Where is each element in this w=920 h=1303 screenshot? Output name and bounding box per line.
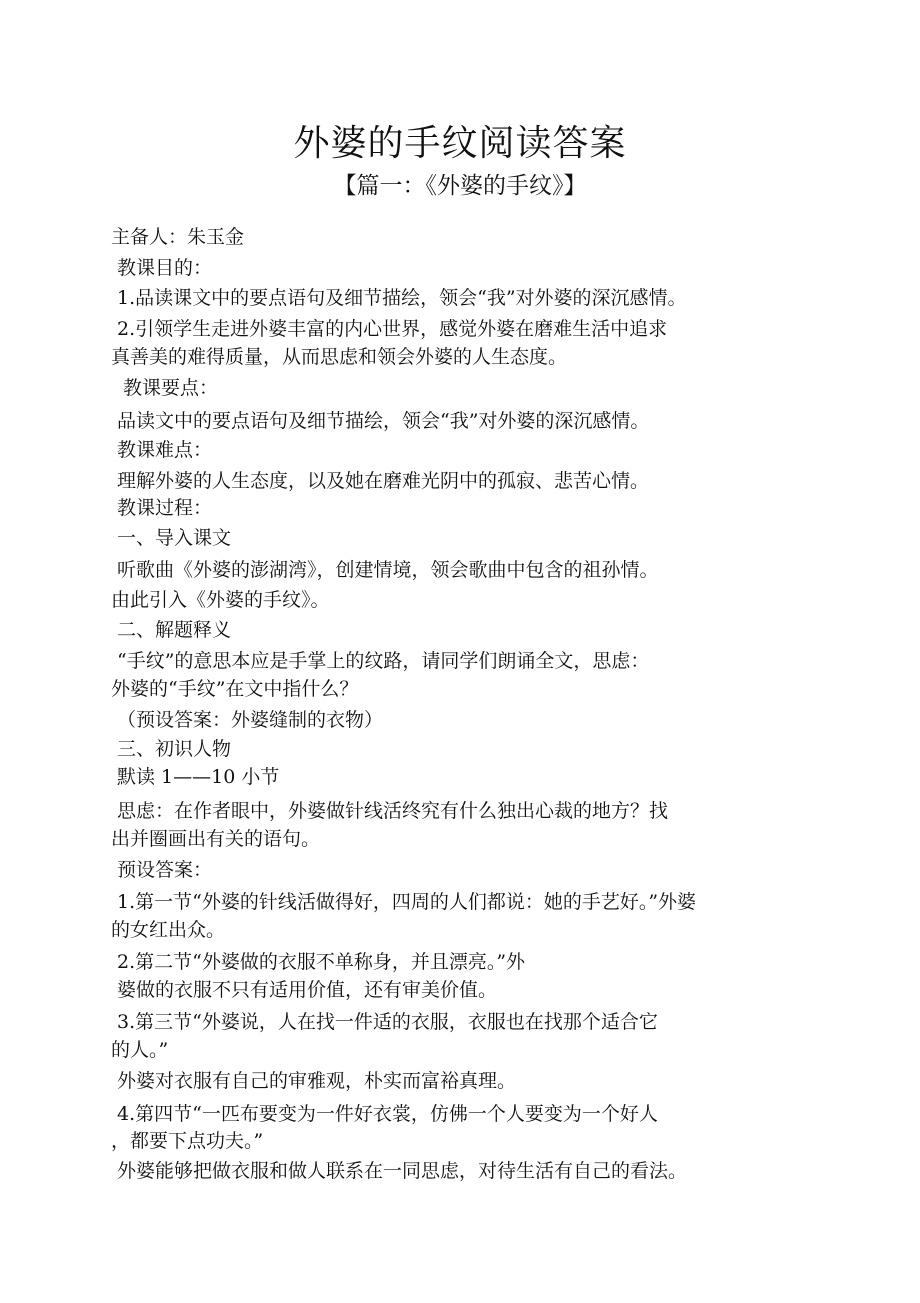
- text-line: 3.第三节“外婆说，人在找一件适的衣服，衣服也在找那个适合它: [117, 1011, 658, 1033]
- text-line: 外婆能够把做衣服和做人联系在一同思虑，对待生活有自己的看法。: [117, 1160, 688, 1182]
- text-line: 由此引入《外婆的手纹》。: [111, 589, 330, 611]
- page-title: 外婆的手纹阅读答案: [293, 123, 627, 164]
- text-line: 出并圈画出有关的语句。: [111, 828, 321, 850]
- text-line: 品读文中的要点语句及细节描绘，领会“我”对外婆的深沉感情。: [117, 410, 650, 432]
- text-line: 真善美的难得质量，从而思虑和领会外婆的人生态度。: [111, 346, 568, 368]
- text-line: 教课过程：: [117, 497, 213, 519]
- text-line: （预设答案：外婆缝制的衣物）: [117, 709, 384, 731]
- text-line: 理解外婆的人生态度，以及她在磨难光阴中的孤寂、悲苦心情。: [117, 470, 650, 492]
- text-line: “手纹”的意思本应是手掌上的纹路，请同学们朗诵全文，思虑：: [117, 650, 650, 672]
- text-line: 听歌曲《外婆的澎湖湾》，创建情境，领会歌曲中包含的祖孙情。: [117, 559, 659, 581]
- text-line: 的人。”: [111, 1039, 169, 1061]
- text-line: 三、初识人物: [117, 738, 232, 760]
- text-line: 默读 1——10 小节: [117, 766, 280, 788]
- text-line: 的女红出众。: [111, 919, 226, 941]
- text-line: 婆做的衣服不只有适用价值，还有审美价值。: [117, 979, 498, 1001]
- page-subtitle: 【篇一：《外婆的手纹》】: [333, 173, 587, 199]
- text-line: 一、导入课文: [117, 527, 232, 549]
- text-line: 教课难点：: [117, 439, 213, 461]
- text-line: ，都要下点功夫。”: [111, 1130, 264, 1152]
- text-line: 思虑：在作者眼中，外婆做针线活终究有什么独出心裁的地方？找: [117, 800, 669, 822]
- text-line: 预设答案：: [117, 859, 213, 881]
- text-line: 1.品读课文中的要点语句及细节描绘，领会“我”对外婆的深沉感情。: [117, 287, 687, 309]
- text-line: 1.第一节“外婆的针线活做得好，四周的人们都说：她的手艺好。”外婆: [117, 891, 697, 913]
- text-line: 外婆的“手纹”在文中指什么？: [111, 678, 359, 700]
- text-line: 教课要点：: [123, 377, 219, 399]
- text-line: 外婆对衣服有自己的审雅观，朴实而富裕真理。: [117, 1070, 517, 1092]
- text-line: 2.第二节“外婆做的衣服不单称身，并且漂亮。”外: [117, 951, 526, 973]
- text-line: 二、解题释义: [117, 619, 232, 641]
- text-line: 4.第四节“一匹布要变为一件好衣裳，仿佛一个人要变为一个好人: [117, 1103, 658, 1125]
- text-line: 教课目的：: [117, 257, 213, 279]
- text-line: 2.引领学生走进外婆丰富的内心世界，感觉外婆在磨难生活中追求: [117, 318, 668, 340]
- text-line: 主备人：朱玉金: [111, 226, 245, 248]
